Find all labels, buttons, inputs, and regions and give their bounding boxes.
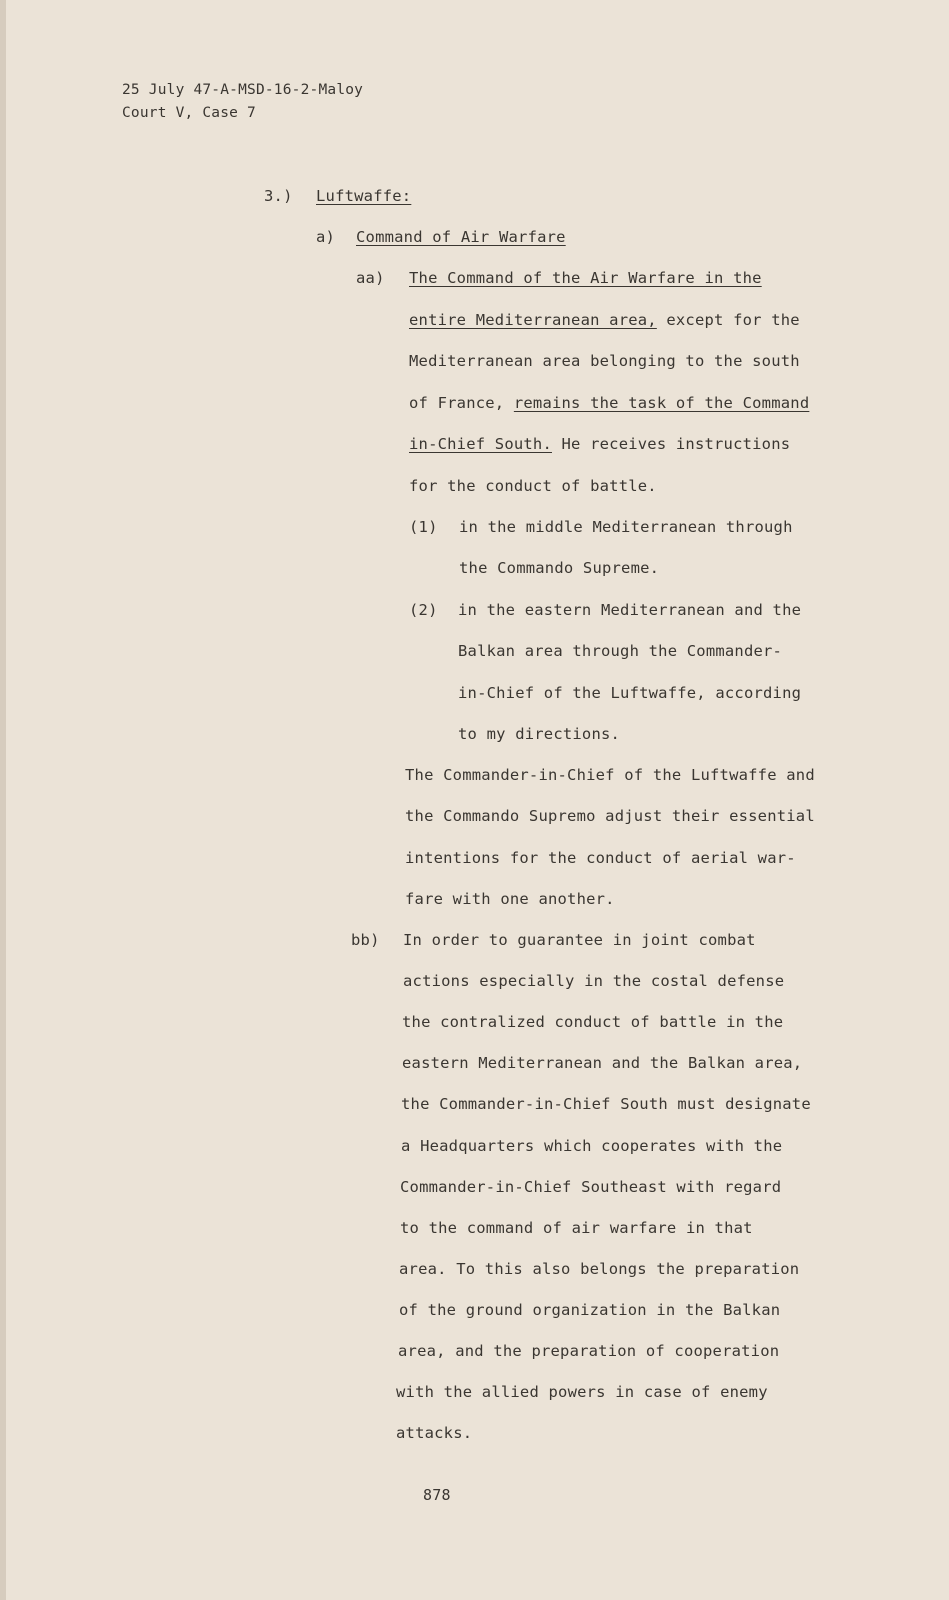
aa-line-4-pre: of France,: [409, 394, 514, 412]
aa-line-4-underlined: remains the task of the Command: [513, 394, 810, 412]
header-reference: 25 July 47-A-MSD-16-2-Maloy: [122, 82, 364, 98]
aa-line-5: [409, 434, 790, 454]
item-2-line-1: in the eastern Mediterranean and the: [458, 601, 802, 619]
bb-line-8: to the command of air warfare in that: [400, 1219, 753, 1237]
aa-line-2-underlined: entire Mediterranean area,: [409, 311, 657, 329]
item-2-marker: (2): [409, 601, 438, 619]
bb-line-3: the contralized conduct of battle in the: [402, 1013, 784, 1031]
item-1-line-2: the Commando Supreme.: [459, 559, 660, 577]
paragraph-1-line-4: fare with one another.: [405, 890, 615, 908]
subsection-a-title: Command of Air Warfare: [356, 228, 566, 246]
aa-line-5-rest: He receives instructions: [551, 435, 791, 453]
subsection-a-marker: a): [316, 228, 336, 246]
item-1-line-1: in the middle Mediterranean through: [459, 518, 793, 536]
bb-line-1: In order to guarantee in joint combat: [403, 931, 756, 949]
subsection-aa-marker: aa): [356, 269, 385, 287]
item-2-line-3: in-Chief of the Luftwaffe, according: [458, 684, 802, 702]
bb-line-4: eastern Mediterranean and the Balkan area,: [402, 1054, 803, 1072]
aa-line-1: The Command of the Air Warfare in the: [409, 269, 762, 287]
aa-line-2-rest: except for the: [656, 311, 800, 329]
item-1-marker: (1): [409, 518, 438, 536]
item-2-line-2: Balkan area through the Commander-: [458, 642, 783, 660]
item-2-line-4: to my directions.: [458, 725, 621, 743]
bb-line-9: area. To this also belongs the preparation: [399, 1260, 800, 1278]
bb-line-6: a Headquarters which cooperates with the: [401, 1137, 783, 1155]
aa-line-4: [409, 393, 809, 413]
paragraph-1-line-3: intentions for the conduct of aerial war-: [405, 849, 796, 867]
section-title: Luftwaffe:: [316, 187, 412, 205]
bb-line-7: Commander-in-Chief Southeast with regard: [400, 1178, 782, 1196]
bb-line-2: actions especially in the costal defense: [403, 972, 785, 990]
bb-line-13: attacks.: [396, 1424, 473, 1442]
aa-line-2: [409, 310, 800, 330]
bb-line-10: of the ground organization in the Balkan: [399, 1301, 781, 1319]
aa-line-6: for the conduct of battle.: [409, 477, 657, 495]
header-court-case: Court V, Case 7: [122, 105, 256, 121]
subsection-bb-marker: bb): [351, 931, 380, 949]
bb-line-11: area, and the preparation of cooperation: [398, 1342, 780, 1360]
aa-line-5-underlined: in-Chief South.: [409, 435, 552, 453]
paragraph-1-line-1: The Commander-in-Chief of the Luftwaffe and: [405, 766, 815, 784]
page-number: 878: [423, 1486, 451, 1504]
section-number: 3.): [264, 187, 293, 205]
aa-line-3: Mediterranean area belonging to the south: [409, 352, 800, 370]
bb-line-5: the Commander-in-Chief South must designate: [401, 1095, 811, 1113]
bb-line-12: with the allied powers in case of enemy: [396, 1383, 768, 1401]
paragraph-1-line-2: the Commando Supremo adjust their essential: [405, 807, 815, 825]
